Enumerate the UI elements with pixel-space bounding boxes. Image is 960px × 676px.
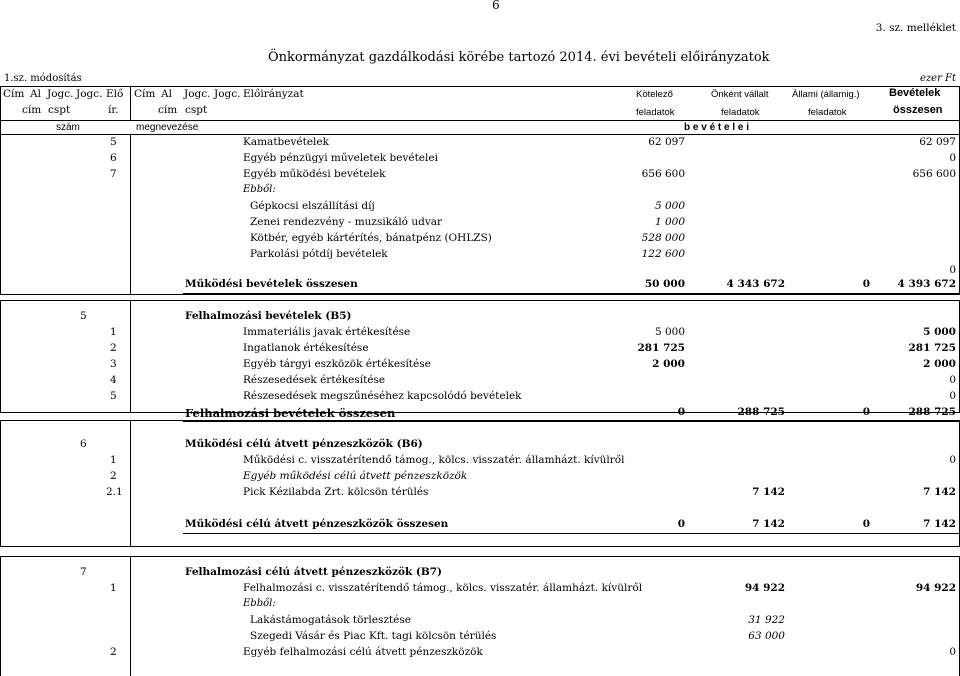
- table-row: [0, 374, 960, 390]
- header-jogc1: Jogc.: [47, 88, 74, 100]
- value-total: 0: [949, 646, 956, 658]
- table-row: [0, 582, 960, 598]
- value-total: 0: [949, 264, 956, 276]
- header-osszesen: összesen: [893, 104, 943, 116]
- row-name: Szegedi Vásár és Piac Kft. tagi kölcsön térülés: [250, 630, 497, 642]
- row-name: Felhalmozási bevételek összesen: [185, 406, 396, 420]
- value-kotelezo: 1 000: [654, 216, 685, 228]
- header-feladatok-1: feladatok: [636, 107, 675, 118]
- table-row: [0, 454, 960, 470]
- value-kotelezo: 5 000: [654, 326, 685, 338]
- table-row: [0, 184, 960, 200]
- table-row: [0, 310, 960, 326]
- row-name: Gépkocsi elszállítási díj: [250, 200, 375, 212]
- item-number: 3: [110, 358, 117, 370]
- value-total: 281 725: [908, 342, 956, 354]
- page-number: 6: [492, 0, 500, 12]
- item-number: 4: [110, 374, 117, 386]
- section-number: 7: [80, 566, 87, 578]
- row-name: Immateriális javak értékesítése: [243, 326, 411, 338]
- table-row: [0, 216, 960, 232]
- row-name: Ebből:: [243, 598, 276, 609]
- value-total: 7 142: [923, 518, 956, 530]
- row-name: Részesedések megszűnéséhez kapcsolódó bevételek: [243, 390, 522, 402]
- header-cim-sub: cím: [22, 104, 42, 116]
- row-name: Működési célú átvett pénzeszközök (B6): [185, 438, 423, 450]
- header-kotelezo: Kötelező: [636, 89, 673, 100]
- item-number: 2: [110, 470, 117, 482]
- row-name: Ebből:: [243, 184, 276, 195]
- header-cim2-sub: cím: [158, 104, 178, 116]
- row-name: Kamatbevételek: [243, 136, 329, 148]
- item-number: 5: [110, 390, 117, 402]
- table-row: [0, 598, 960, 614]
- header-megnevezese: megnevezése: [136, 122, 199, 133]
- row-name: Működési célú átvett pénzeszközök összesen: [185, 518, 449, 530]
- header-allami: Állami (államig.): [792, 89, 860, 100]
- table-row: [0, 406, 960, 422]
- value-allami: 0: [862, 406, 870, 418]
- row-name: Pick Kézilabda Zrt. kölcsön térülés: [243, 486, 429, 498]
- header-onkent: Önként vállalt: [711, 89, 769, 100]
- value-total: 7 142: [923, 486, 956, 498]
- value-kotelezo: 0: [677, 406, 685, 418]
- value-total: 288 725: [908, 406, 956, 418]
- row-name: Zenei rendezvény - muzsikáló udvar: [250, 216, 443, 228]
- table-row: [0, 326, 960, 342]
- item-number: 1: [110, 454, 117, 466]
- value-kotelezo: 656 600: [641, 168, 685, 180]
- item-number: 2: [110, 342, 117, 354]
- item-number: 6: [110, 152, 117, 164]
- table-row: [0, 248, 960, 264]
- header-jogc4: Jogc.: [214, 88, 241, 100]
- header-cspt2-sub: cspt: [185, 104, 208, 116]
- table-row: [0, 486, 960, 502]
- total-underline: [183, 293, 960, 294]
- section-number: 5: [80, 310, 87, 322]
- item-number: 2.1: [106, 486, 123, 498]
- header-feladatok-3: feladatok: [808, 107, 847, 118]
- row-name: Működési bevételek összesen: [185, 278, 358, 290]
- total-underline: [183, 421, 960, 422]
- value-onkent: 4 343 672: [726, 278, 785, 290]
- header-eloiranyzat: Előirányzat: [243, 88, 304, 100]
- value-total: 2 000: [923, 358, 956, 370]
- row-name: Felhalmozási c. visszatérítendő támog., kölcs. visszatér. államházt. kívülről: [243, 582, 643, 594]
- header-cim: Cím: [3, 88, 25, 100]
- item-number: 7: [110, 168, 117, 180]
- row-name: Lakástámogatások törlesztése: [250, 614, 411, 626]
- value-total: 0: [949, 152, 956, 164]
- annex-label: 3. sz. melléklet: [875, 22, 956, 34]
- row-name: Parkolási pótdíj bevételek: [250, 248, 388, 260]
- header-al2: Al: [161, 88, 172, 100]
- value-kotelezo: 50 000: [644, 278, 685, 290]
- unit-label: ezer Ft: [919, 73, 956, 84]
- value-kotelezo: 2 000: [652, 358, 685, 370]
- table-row: [0, 630, 960, 646]
- value-total: 656 600: [912, 168, 956, 180]
- row-name: Egyéb működési célú átvett pénzeszközök: [243, 470, 468, 482]
- table-row: [0, 342, 960, 358]
- value-onkent: 7 142: [752, 486, 785, 498]
- value-onkent: 31 922: [748, 614, 785, 626]
- table-row: [0, 614, 960, 630]
- row-name: Egyéb tárgyi eszközök értékesítése: [243, 358, 431, 370]
- row-name: Kötbér, egyéb kártérítés, bánatpénz (OHLZS): [250, 232, 492, 244]
- section-number: 6: [80, 438, 87, 450]
- item-number: 5: [110, 136, 117, 148]
- table-row: [0, 438, 960, 454]
- table-row: [0, 168, 960, 184]
- total-underline: [183, 533, 960, 534]
- value-total: 4 393 672: [897, 278, 956, 290]
- item-number: 2: [110, 646, 117, 658]
- header-jogc2: Jogc.: [76, 88, 103, 100]
- table-row: [0, 200, 960, 216]
- header-feladatok-2: feladatok: [721, 107, 760, 118]
- row-name: Felhalmozási bevételek (B5): [185, 310, 352, 322]
- table-row: [0, 136, 960, 152]
- row-name: Felhalmozási célú átvett pénzeszközök (B7): [185, 566, 443, 578]
- table-row: [0, 470, 960, 486]
- modification-label: 1.sz. módosítás: [4, 73, 82, 84]
- table-row: [0, 390, 960, 406]
- header-cim2: Cím: [134, 88, 156, 100]
- value-kotelezo: 0: [677, 518, 685, 530]
- row-name: Részesedések értékesítése: [243, 374, 386, 386]
- header-ir-sub: ír.: [108, 104, 119, 116]
- header-jogc3: Jogc.: [184, 88, 211, 100]
- value-allami: 0: [862, 278, 870, 290]
- item-number: 1: [110, 582, 117, 594]
- header-elo: Elő: [106, 88, 124, 100]
- table-row: [0, 566, 960, 582]
- value-kotelezo: 528 000: [641, 232, 685, 244]
- value-onkent: 288 725: [737, 406, 785, 418]
- value-kotelezo: 122 600: [641, 248, 685, 260]
- table-row: [0, 232, 960, 248]
- page-title: Önkormányzat gazdálkodási körébe tartozó 2014. évi bevételi előirányzatok: [268, 50, 770, 65]
- value-onkent: 94 922: [744, 582, 785, 594]
- value-kotelezo: 62 097: [648, 136, 685, 148]
- value-total: 0: [949, 374, 956, 386]
- table-row: [0, 152, 960, 168]
- value-total: 5 000: [923, 326, 956, 338]
- value-onkent: 63 000: [748, 630, 785, 642]
- value-total: 62 097: [919, 136, 956, 148]
- row-name: Ingatlanok értékesítése: [243, 342, 369, 354]
- value-allami: 0: [862, 518, 870, 530]
- row-name: Egyéb működési bevételek: [243, 168, 386, 180]
- value-onkent: 7 142: [752, 518, 785, 530]
- item-number: 1: [110, 326, 117, 338]
- table-row: [0, 278, 960, 294]
- header-bevetelek: Bevételek: [889, 87, 941, 99]
- row-name: Egyéb pénzügyi műveletek bevételei: [243, 152, 438, 164]
- table-row: [0, 518, 960, 534]
- header-cspt-sub: cspt: [48, 104, 71, 116]
- value-total: 94 922: [915, 582, 956, 594]
- row-name: Egyéb felhalmozási célú átvett pénzeszközök: [243, 646, 483, 658]
- value-total: 0: [949, 454, 956, 466]
- table-row: [0, 646, 960, 662]
- value-total: 0: [949, 390, 956, 402]
- header-szam: szám: [56, 122, 80, 133]
- row-name: Működési c. visszatérítendő támog., kölcs. visszatér. államházt. kívülről: [243, 454, 625, 466]
- value-kotelezo: 5 000: [654, 200, 685, 212]
- header-al: Al: [30, 88, 41, 100]
- value-kotelezo: 281 725: [637, 342, 685, 354]
- header-beveteli: b e v é t e l e i: [684, 122, 750, 133]
- table-row: [0, 358, 960, 374]
